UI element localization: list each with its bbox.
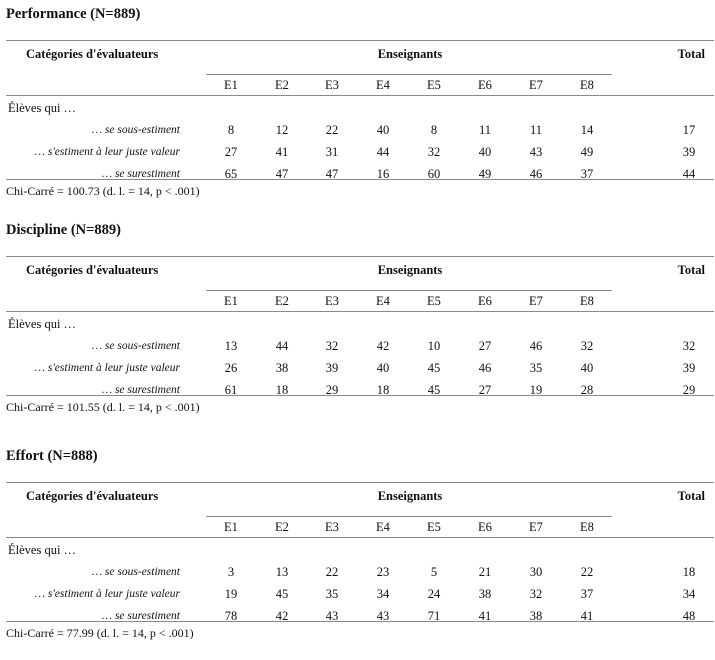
column-header: E1 [224,78,238,92]
column-header: E8 [580,294,594,308]
table-cell: 22 [325,123,339,137]
table-cell: 78 [224,609,238,623]
table-cell: 45 [275,587,289,601]
table-cell: 23 [376,565,390,579]
table-cell: 46 [529,339,543,353]
total-cell: 39 [682,145,696,159]
total-header: Total [677,489,705,503]
group-label: Élèves qui … [8,101,77,115]
table-cell: 31 [325,145,339,159]
table-cell: 39 [325,361,339,375]
table-top-rule [6,256,714,257]
table-cell: 43 [376,609,390,623]
table-cell: 32 [529,587,543,601]
table-top-rule [6,40,714,41]
teachers-header: Enseignants [377,47,443,61]
table-top-rule [6,482,714,483]
table-cell: 8 [227,123,235,137]
total-cell: 48 [682,609,696,623]
header-bottom-rule [6,537,714,538]
total-cell: 29 [682,383,696,397]
column-header: E6 [478,520,492,534]
column-header: E6 [478,294,492,308]
table-cell: 27 [224,145,238,159]
row-label: … se surestiment [101,610,180,622]
table-cell: 35 [325,587,339,601]
table-cell: 32 [580,339,594,353]
group-label: Élèves qui … [8,543,77,557]
column-header: E2 [275,294,289,308]
table-cell: 27 [478,383,492,397]
table-cell: 18 [275,383,289,397]
group-label: Élèves qui … [8,317,77,331]
column-header: E7 [529,294,543,308]
chi-square-note: Chi-Carré = 101.55 (d. l. = 14, p < .001) [6,400,200,414]
table-cell: 46 [529,167,543,181]
column-header: E5 [427,78,441,92]
category-header: Catégories d'évaluateurs [26,489,159,503]
column-header: E6 [478,78,492,92]
table-cell: 41 [580,609,594,623]
column-header: E3 [325,294,339,308]
table-cell: 41 [478,609,492,623]
table-cell: 44 [275,339,289,353]
table-cell: 38 [529,609,543,623]
row-label: … se sous-estiment [91,340,180,352]
table-bottom-rule [6,621,714,622]
row-label: … se surestiment [101,168,180,180]
table-cell: 42 [376,339,390,353]
table-cell: 60 [427,167,441,181]
table-cell: 40 [478,145,492,159]
table-cell: 47 [275,167,289,181]
total-cell: 39 [682,361,696,375]
teachers-subrule [206,74,612,75]
table-cell: 28 [580,383,594,397]
teachers-header: Enseignants [377,489,443,503]
table-cell: 40 [580,361,594,375]
table-cell: 21 [478,565,492,579]
total-header: Total [677,47,705,61]
header-bottom-rule [6,311,714,312]
table-cell: 65 [224,167,238,181]
table-cell: 44 [376,145,390,159]
total-cell: 18 [682,565,696,579]
row-label: … s'estiment à leur juste valeur [34,588,180,600]
table-cell: 41 [275,145,289,159]
table-cell: 38 [275,361,289,375]
table-cell: 5 [430,565,438,579]
total-cell: 32 [682,339,696,353]
teachers-subrule [206,516,612,517]
column-header: E7 [529,78,543,92]
table-cell: 10 [427,339,441,353]
table-cell: 29 [325,383,339,397]
table-cell: 13 [275,565,289,579]
table-section [0,222,715,422]
table-cell: 13 [224,339,238,353]
table-cell: 61 [224,383,238,397]
table-cell: 32 [427,145,441,159]
total-cell: 17 [682,123,696,137]
table-cell: 46 [478,361,492,375]
table-cell: 45 [427,383,441,397]
row-label: … se surestiment [101,384,180,396]
column-header: E8 [580,78,594,92]
total-cell: 44 [682,167,696,181]
table-section [0,6,715,206]
table-cell: 37 [580,167,594,181]
table-cell: 22 [580,565,594,579]
column-header: E2 [275,520,289,534]
column-header: E7 [529,520,543,534]
table-cell: 40 [376,123,390,137]
header-bottom-rule [6,95,714,96]
table-cell: 38 [478,587,492,601]
table-cell: 18 [376,383,390,397]
row-label: … s'estiment à leur juste valeur [34,362,180,374]
chi-square-note: Chi-Carré = 100.73 (d. l. = 14, p < .001) [6,184,200,198]
table-cell: 37 [580,587,594,601]
table-cell: 19 [529,383,543,397]
column-header: E5 [427,520,441,534]
section-title: Discipline (N=889) [6,222,121,238]
table-cell: 32 [325,339,339,353]
row-label: … se sous-estiment [91,124,180,136]
column-header: E1 [224,520,238,534]
table-bottom-rule [6,395,714,396]
table-cell: 71 [427,609,441,623]
chi-square-note: Chi-Carré = 77.99 (d. l. = 14, p < .001) [6,626,194,640]
table-cell: 11 [529,123,543,137]
column-header: E2 [275,78,289,92]
table-cell: 3 [227,565,235,579]
column-header: E8 [580,520,594,534]
table-cell: 35 [529,361,543,375]
table-cell: 22 [325,565,339,579]
table-section [0,448,715,648]
category-header: Catégories d'évaluateurs [26,47,159,61]
table-cell: 49 [478,167,492,181]
total-cell: 34 [682,587,696,601]
table-cell: 30 [529,565,543,579]
table-cell: 45 [427,361,441,375]
table-cell: 19 [224,587,238,601]
column-header: E4 [376,294,390,308]
column-header: E5 [427,294,441,308]
table-cell: 47 [325,167,339,181]
table-cell: 8 [430,123,438,137]
row-label: … s'estiment à leur juste valeur [34,146,180,158]
total-header: Total [677,263,705,277]
table-bottom-rule [6,179,714,180]
table-cell: 26 [224,361,238,375]
table-cell: 14 [580,123,594,137]
category-header: Catégories d'évaluateurs [26,263,159,277]
table-cell: 43 [325,609,339,623]
table-cell: 42 [275,609,289,623]
teachers-subrule [206,290,612,291]
row-label: … se sous-estiment [91,566,180,578]
table-cell: 27 [478,339,492,353]
table-cell: 40 [376,361,390,375]
table-cell: 11 [478,123,492,137]
column-header: E4 [376,78,390,92]
table-cell: 34 [376,587,390,601]
table-cell: 16 [376,167,390,181]
teachers-header: Enseignants [377,263,443,277]
table-cell: 49 [580,145,594,159]
table-cell: 24 [427,587,441,601]
column-header: E1 [224,294,238,308]
column-header: E3 [325,520,339,534]
table-cell: 43 [529,145,543,159]
column-header: E3 [325,78,339,92]
section-title: Effort (N=888) [6,448,98,464]
table-cell: 12 [275,123,289,137]
section-title: Performance (N=889) [6,6,141,22]
column-header: E4 [376,520,390,534]
